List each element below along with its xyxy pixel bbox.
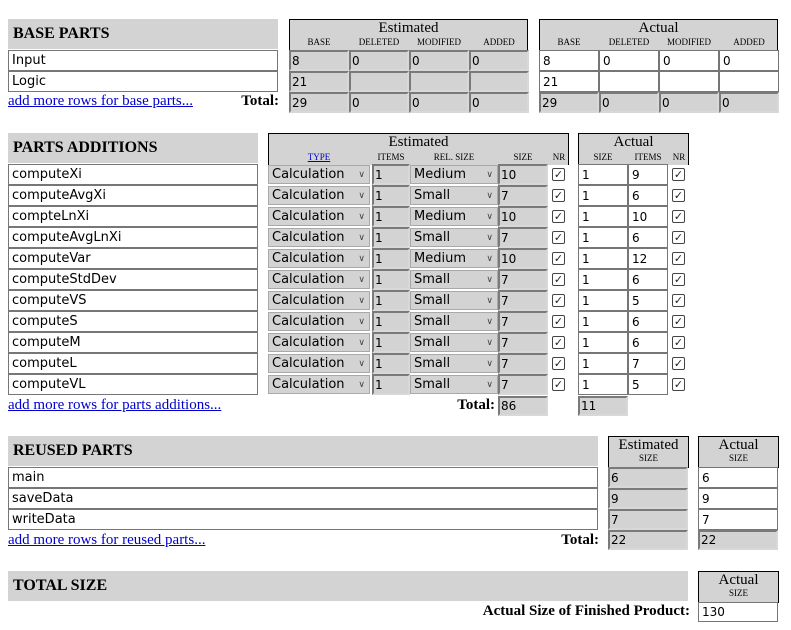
rel-size-select[interactable] <box>410 249 498 268</box>
base-act-col-modified: MODIFIED <box>667 37 711 47</box>
act-items-input[interactable]: 6 <box>628 185 668 206</box>
est-size-cell: 7 <box>498 227 548 248</box>
reused-act-size-col: SIZE <box>729 453 748 463</box>
reused-est-size-cell: 9 <box>608 488 688 509</box>
base-est-total-added: 0 <box>469 92 529 113</box>
total-size-col: SIZE <box>729 588 748 598</box>
reused-actual-header <box>698 436 779 468</box>
est-nr-checkbox[interactable]: ✓ <box>553 252 564 265</box>
type-select-value: Calculation <box>272 377 345 392</box>
base-est-col-base: BASE <box>307 37 331 47</box>
addition-part-name[interactable]: computeVS <box>8 290 258 311</box>
act-size-input[interactable]: 1 <box>578 353 628 374</box>
act-items-input[interactable]: 10 <box>628 206 668 227</box>
est-nr-checkbox[interactable]: ✓ <box>553 336 564 349</box>
est-size-cell: 7 <box>498 290 548 311</box>
chevron-down-icon: ∨ <box>358 232 365 243</box>
act-nr-checkbox[interactable]: ✓ <box>673 378 684 391</box>
total-size-title: TOTAL SIZE <box>8 571 688 601</box>
rel-size-select-value: Small <box>414 335 451 350</box>
rel-size-select-value: Small <box>414 188 451 203</box>
base-act-modified-input[interactable] <box>659 71 719 92</box>
base-est-col-added: ADDED <box>483 37 515 47</box>
act-items-input[interactable]: 6 <box>628 311 668 332</box>
type-select[interactable] <box>268 165 370 184</box>
est-items-cell: 1 <box>372 374 410 395</box>
base-act-total-base: 29 <box>539 92 599 113</box>
est-items-cell: 1 <box>372 311 410 332</box>
rel-size-select-value: Small <box>414 272 451 287</box>
rel-size-select[interactable] <box>410 333 498 352</box>
base-act-deleted-input[interactable] <box>599 71 659 92</box>
base-act-modified-input[interactable]: 0 <box>659 50 719 71</box>
base-act-added-input[interactable]: 0 <box>719 50 779 71</box>
chevron-down-icon: ∨ <box>358 211 365 222</box>
base-act-deleted-input[interactable]: 0 <box>599 50 659 71</box>
est-size-cell: 7 <box>498 374 548 395</box>
act-items-input[interactable]: 6 <box>628 332 668 353</box>
reused-part-name[interactable]: main <box>8 467 598 488</box>
base-act-col-base: BASE <box>557 37 581 47</box>
type-select[interactable] <box>268 375 370 394</box>
base-act-total-deleted: 0 <box>599 92 659 113</box>
act-nr-checkbox[interactable]: ✓ <box>673 315 684 328</box>
act-size-input[interactable]: 1 <box>578 311 628 332</box>
base-est-total-deleted: 0 <box>349 92 409 113</box>
est-size-cell: 7 <box>498 185 548 206</box>
additions-act-total: 11 <box>578 396 628 416</box>
est-items-cell: 1 <box>372 269 410 290</box>
addition-part-name[interactable]: computeS <box>8 311 258 332</box>
base-est-total-modified: 0 <box>409 92 469 113</box>
addition-part-name[interactable]: computeAvgLnXi <box>8 227 258 248</box>
reused-est-size-col: SIZE <box>639 453 658 463</box>
base-est-base-cell: 8 <box>289 50 349 71</box>
type-select[interactable] <box>268 291 370 310</box>
type-select[interactable] <box>268 186 370 205</box>
type-select[interactable] <box>268 228 370 247</box>
act-size-input[interactable]: 1 <box>578 248 628 269</box>
est-items-cell: 1 <box>372 353 410 374</box>
act-nr-checkbox[interactable]: ✓ <box>673 336 684 349</box>
act-size-input[interactable]: 1 <box>578 185 628 206</box>
type-select-value: Calculation <box>272 314 345 329</box>
rel-size-select[interactable] <box>410 354 498 373</box>
total-actual-header <box>698 571 779 603</box>
reused-act-total: 22 <box>698 530 778 550</box>
base-part-name-input[interactable]: Input <box>8 50 278 71</box>
chevron-down-icon: ∨ <box>358 379 365 390</box>
est-size-cell: 7 <box>498 332 548 353</box>
base-est-added-cell <box>469 71 529 92</box>
est-nr-checkbox[interactable]: ✓ <box>553 189 564 202</box>
chevron-down-icon: ∨ <box>358 337 365 348</box>
addition-part-name[interactable]: computeXi <box>8 164 258 185</box>
est-nr-checkbox[interactable]: ✓ <box>553 294 564 307</box>
additions-est-col-size: SIZE <box>513 152 533 162</box>
type-select[interactable] <box>268 354 370 373</box>
reused-actual-label: Actual <box>718 437 759 453</box>
chevron-down-icon: ∨ <box>486 211 493 222</box>
add-base-parts-link[interactable]: add more rows for base parts... <box>8 93 193 109</box>
est-items-cell: 1 <box>372 332 410 353</box>
act-size-input[interactable]: 1 <box>578 332 628 353</box>
chevron-down-icon: ∨ <box>358 316 365 327</box>
reused-estimated-label: Estimated <box>618 437 679 453</box>
reused-part-name[interactable]: saveData <box>8 488 598 509</box>
rel-size-select[interactable] <box>410 228 498 247</box>
rel-size-select[interactable] <box>410 186 498 205</box>
chevron-down-icon: ∨ <box>486 169 493 180</box>
act-items-input[interactable]: 12 <box>628 248 668 269</box>
parts-additions-title: PARTS ADDITIONS <box>8 133 258 163</box>
est-items-cell: 1 <box>372 227 410 248</box>
act-nr-checkbox[interactable]: ✓ <box>673 357 684 370</box>
base-parts-title: BASE PARTS <box>8 19 278 49</box>
additions-total-label: Total: <box>457 397 495 413</box>
act-items-input[interactable]: 6 <box>628 269 668 290</box>
base-est-modified-cell: 0 <box>409 50 469 71</box>
type-select-value: Calculation <box>272 209 345 224</box>
type-select-value: Calculation <box>272 293 345 308</box>
total-actual-label: Actual <box>718 572 759 588</box>
addition-part-name[interactable]: compteLnXi <box>8 206 258 227</box>
reused-total-label: Total: <box>561 532 599 548</box>
est-nr-checkbox[interactable]: ✓ <box>553 210 564 223</box>
base-act-col-deleted: DELETED <box>608 37 650 47</box>
base-actual-label: Actual <box>638 20 679 36</box>
est-items-cell: 1 <box>372 206 410 227</box>
est-size-cell: 10 <box>498 164 548 185</box>
reused-act-size-input[interactable]: 9 <box>698 488 778 509</box>
type-select[interactable] <box>268 270 370 289</box>
act-nr-checkbox[interactable]: ✓ <box>673 168 684 181</box>
rel-size-select-value: Medium <box>414 167 466 182</box>
base-est-total-base: 29 <box>289 92 349 113</box>
type-select-value: Calculation <box>272 272 345 287</box>
est-nr-checkbox[interactable]: ✓ <box>553 378 564 391</box>
chevron-down-icon: ∨ <box>486 295 493 306</box>
additions-est-col-rel-size: REL. SIZE <box>433 152 475 162</box>
additions-est-total: 86 <box>498 396 548 416</box>
additions-est-col-nr: NR <box>552 152 566 162</box>
est-size-cell: 7 <box>498 269 548 290</box>
chevron-down-icon: ∨ <box>486 232 493 243</box>
type-select-value: Calculation <box>272 251 345 266</box>
base-part-name-logic[interactable]: Logic <box>8 71 278 92</box>
reused-est-size-cell: 6 <box>608 467 688 488</box>
act-size-input[interactable]: 1 <box>578 290 628 311</box>
est-items-cell: 1 <box>372 185 410 206</box>
rel-size-select-value: Small <box>414 377 451 392</box>
type-select-value: Calculation <box>272 356 345 371</box>
addition-part-name[interactable]: computeStdDev <box>8 269 258 290</box>
base-est-col-deleted: DELETED <box>358 37 400 47</box>
act-items-input[interactable]: 7 <box>628 353 668 374</box>
additions-est-col-type[interactable]: TYPE <box>307 152 331 162</box>
type-select-value: Calculation <box>272 188 345 203</box>
addition-part-name[interactable]: computeL <box>8 353 258 374</box>
reused-estimated-header <box>608 436 689 468</box>
est-size-cell: 7 <box>498 311 548 332</box>
addition-part-name[interactable]: computeAvgXi <box>8 185 258 206</box>
reused-act-size-input[interactable]: 6 <box>698 467 778 488</box>
additions-act-col-nr: NR <box>672 152 686 162</box>
add-parts-additions-link[interactable]: add more rows for parts additions... <box>8 397 222 413</box>
base-act-base-input[interactable]: 21 <box>539 71 599 92</box>
act-nr-checkbox[interactable]: ✓ <box>673 273 684 286</box>
est-items-cell: 1 <box>372 164 410 185</box>
base-est-col-modified: MODIFIED <box>417 37 461 47</box>
est-nr-checkbox[interactable]: ✓ <box>553 231 564 244</box>
base-act-total-modified: 0 <box>659 92 719 113</box>
reused-est-total: 22 <box>608 530 688 550</box>
chevron-down-icon: ∨ <box>486 253 493 264</box>
est-size-cell: 7 <box>498 353 548 374</box>
type-select-value: Calculation <box>272 335 345 350</box>
act-size-input[interactable]: 1 <box>578 206 628 227</box>
base-act-added-input[interactable] <box>719 71 779 92</box>
chevron-down-icon: ∨ <box>486 379 493 390</box>
base-act-base-input[interactable]: 8 <box>539 50 599 71</box>
add-reused-parts-link[interactable]: add more rows for reused parts... <box>8 532 206 548</box>
reused-part-name[interactable]: writeData <box>8 509 598 530</box>
base-act-total-added: 0 <box>719 92 779 113</box>
act-items-input[interactable]: 6 <box>628 227 668 248</box>
rel-size-select-value: Medium <box>414 209 466 224</box>
chevron-down-icon: ∨ <box>358 295 365 306</box>
rel-size-select[interactable] <box>410 375 498 394</box>
rel-size-select-value: Small <box>414 230 451 245</box>
est-size-cell: 10 <box>498 206 548 227</box>
rel-size-select[interactable] <box>410 291 498 310</box>
rel-size-select[interactable] <box>410 207 498 226</box>
base-act-col-added: ADDED <box>733 37 765 47</box>
base-est-deleted-cell: 0 <box>349 50 409 71</box>
chevron-down-icon: ∨ <box>486 316 493 327</box>
rel-size-select[interactable] <box>410 270 498 289</box>
act-size-input[interactable]: 1 <box>578 227 628 248</box>
additions-act-col-items: ITEMS <box>634 152 662 162</box>
rel-size-select-value: Small <box>414 314 451 329</box>
base-total-label: Total: <box>241 93 279 109</box>
rel-size-select[interactable] <box>410 165 498 184</box>
est-nr-checkbox[interactable]: ✓ <box>553 168 564 181</box>
type-select[interactable] <box>268 333 370 352</box>
act-nr-checkbox[interactable]: ✓ <box>673 210 684 223</box>
base-est-added-cell: 0 <box>469 50 529 71</box>
est-items-cell: 1 <box>372 290 410 311</box>
chevron-down-icon: ∨ <box>358 274 365 285</box>
base-est-base-cell: 21 <box>289 71 349 92</box>
act-size-input[interactable]: 1 <box>578 374 628 395</box>
type-select[interactable] <box>268 207 370 226</box>
additions-actual-label: Actual <box>613 134 654 150</box>
est-nr-checkbox[interactable]: ✓ <box>553 315 564 328</box>
act-items-input[interactable]: 5 <box>628 374 668 395</box>
addition-part-name[interactable]: computeM <box>8 332 258 353</box>
rel-size-select-value: Medium <box>414 251 466 266</box>
reused-act-size-input[interactable]: 7 <box>698 509 778 530</box>
rel-size-select-value: Small <box>414 356 451 371</box>
chevron-down-icon: ∨ <box>358 358 365 369</box>
act-size-input[interactable]: 1 <box>578 164 628 185</box>
act-nr-checkbox[interactable]: ✓ <box>673 252 684 265</box>
finished-product-size-input[interactable]: 130 <box>698 602 778 622</box>
base-est-modified-cell <box>409 71 469 92</box>
reused-est-size-cell: 7 <box>608 509 688 530</box>
act-nr-checkbox[interactable]: ✓ <box>673 189 684 202</box>
finished-product-label: Actual Size of Finished Product: <box>482 603 690 619</box>
additions-act-col-size: SIZE <box>593 152 613 162</box>
base-est-deleted-cell <box>349 71 409 92</box>
type-select-value: Calculation <box>272 167 345 182</box>
addition-part-name[interactable]: computeVar <box>8 248 258 269</box>
chevron-down-icon: ∨ <box>358 169 365 180</box>
est-nr-checkbox[interactable]: ✓ <box>553 273 564 286</box>
chevron-down-icon: ∨ <box>358 190 365 201</box>
additions-est-col-items: ITEMS <box>377 152 405 162</box>
additions-estimated-label: Estimated <box>388 134 449 150</box>
base-estimated-label: Estimated <box>378 20 439 36</box>
act-items-input[interactable]: 9 <box>628 164 668 185</box>
type-select[interactable] <box>268 249 370 268</box>
act-nr-checkbox[interactable]: ✓ <box>673 294 684 307</box>
act-items-input[interactable]: 5 <box>628 290 668 311</box>
act-nr-checkbox[interactable]: ✓ <box>673 231 684 244</box>
type-select[interactable] <box>268 312 370 331</box>
chevron-down-icon: ∨ <box>358 253 365 264</box>
chevron-down-icon: ∨ <box>486 358 493 369</box>
chevron-down-icon: ∨ <box>486 274 493 285</box>
type-select-value: Calculation <box>272 230 345 245</box>
addition-part-name[interactable]: computeVL <box>8 374 258 395</box>
est-nr-checkbox[interactable]: ✓ <box>553 357 564 370</box>
rel-size-select[interactable] <box>410 312 498 331</box>
chevron-down-icon: ∨ <box>486 337 493 348</box>
rel-size-select-value: Small <box>414 293 451 308</box>
act-size-input[interactable]: 1 <box>578 269 628 290</box>
est-items-cell: 1 <box>372 248 410 269</box>
est-size-cell: 10 <box>498 248 548 269</box>
reused-parts-title: REUSED PARTS <box>8 436 598 466</box>
chevron-down-icon: ∨ <box>486 190 493 201</box>
